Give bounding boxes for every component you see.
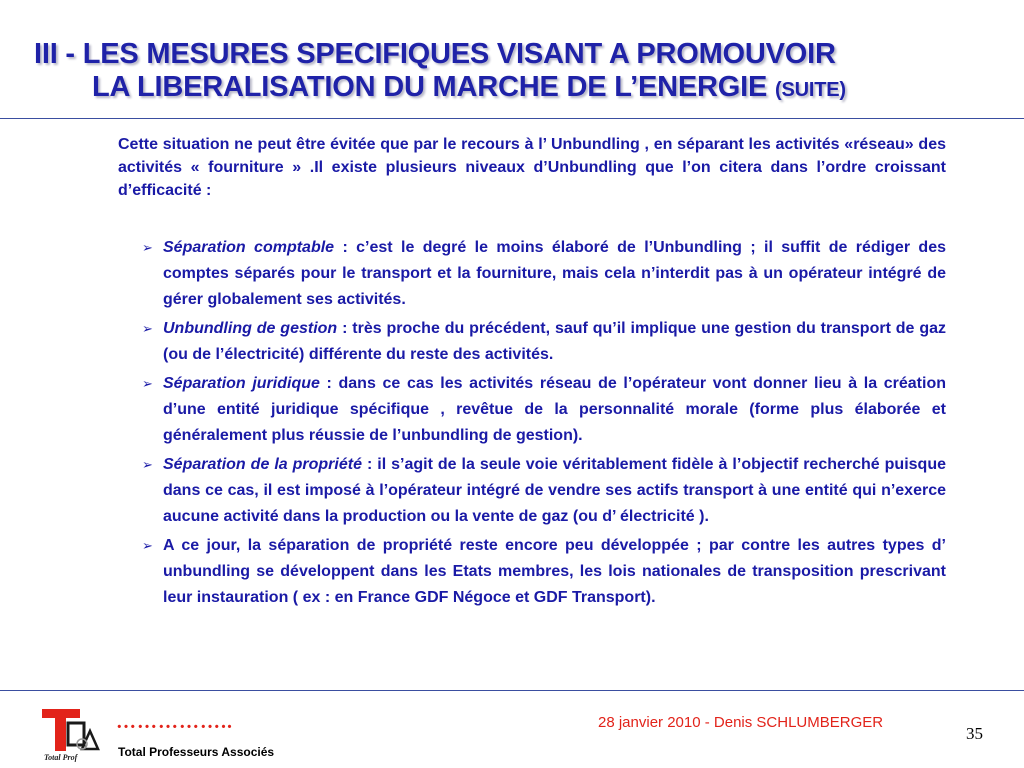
bullet-term: Séparation comptable xyxy=(163,239,335,256)
title-line-2-text: LA LIBERALISATION DU MARCHE DE L’ENERGIE xyxy=(92,71,768,103)
slide-body xyxy=(118,133,946,614)
bullet-item xyxy=(118,371,946,449)
logo-caption: Total Prof xyxy=(44,753,78,762)
bullet-item xyxy=(118,533,946,611)
bottom-divider xyxy=(0,690,1024,691)
title-line-2 xyxy=(18,71,1018,107)
bullet-text: : dans ce cas les activités réseau de l’opérateur vont donner lieu à la création d’une entité juridique spécifique , revêtue de la personnalité morale (forme plus élaborée et généralement plus réussie de l’unbundling de gestion). xyxy=(163,375,946,444)
title-suite: (SUITE) xyxy=(775,79,846,101)
bullet-text: : c’est le degré le moins élaboré de l’Unbundling ; il suffit de rédiger des comptes séparés pour le transport et la fourniture, mais cela n’interdit pas à un opérateur intégré de gérer globalement ses activités. xyxy=(163,239,946,308)
arrowhead-icon: ➢ xyxy=(142,321,153,336)
decorative-dots: …………….. xyxy=(116,711,233,733)
bullet-text: A ce jour, la séparation de propriété reste encore peu développée ; par contre les autres types d’ unbundling se développent dans les Etats membres, les lois nationales de transposition prescrivant leur instauration ( ex : en France GDF Négoce et GDF Transport). xyxy=(163,537,946,606)
arrowhead-icon: ➢ xyxy=(142,457,153,472)
arrowhead-icon: ➢ xyxy=(142,240,153,255)
bullet-item xyxy=(118,452,946,530)
bullet-text: : très proche du précédent, sauf qu’il implique une gestion du transport de gaz (ou de l’électricité) différente du reste des activités. xyxy=(163,320,947,363)
bullet-term: Séparation de la propriété xyxy=(163,456,362,473)
bullet-item xyxy=(118,235,946,313)
intro-paragraph: Cette situation ne peut être évitée que par le recours à l’ Unbundling , en séparant les activités «réseau» des activités « fourniture » .Il existe plusieurs niveaux d’Unbundling que l’on citera dans l’ordre croissant d’efficacité : xyxy=(118,136,946,199)
arrowhead-icon: ➢ xyxy=(142,538,153,553)
arrowhead-icon: ➢ xyxy=(142,376,153,391)
bullet-term: Séparation juridique xyxy=(163,375,320,392)
footer-date-author: 28 janvier 2010 - Denis SCHLUMBERGER xyxy=(598,714,884,731)
page-number: 35 xyxy=(966,724,983,743)
organization-name: Total Professeurs Associés xyxy=(118,745,275,759)
title-line-1: III - LES MESURES SPECIFIQUES VISANT A PROMOUVOIR xyxy=(34,38,836,70)
bullet-term: Unbundling de gestion xyxy=(163,320,338,337)
bullet-text: : il s’agit de la seule voie véritablement fidèle à l’objectif recherché puisque dans ce cas, il est imposé à l’opérateur intégré de vendre ses actifs transport à une entité qui n’exerce aucune activité dans la production ou la vente de gaz (ou d’ électricité ). xyxy=(163,456,946,525)
bullet-item xyxy=(118,316,946,368)
slide-title xyxy=(18,38,1018,107)
bullet-list xyxy=(118,235,946,611)
top-divider xyxy=(0,118,1024,119)
